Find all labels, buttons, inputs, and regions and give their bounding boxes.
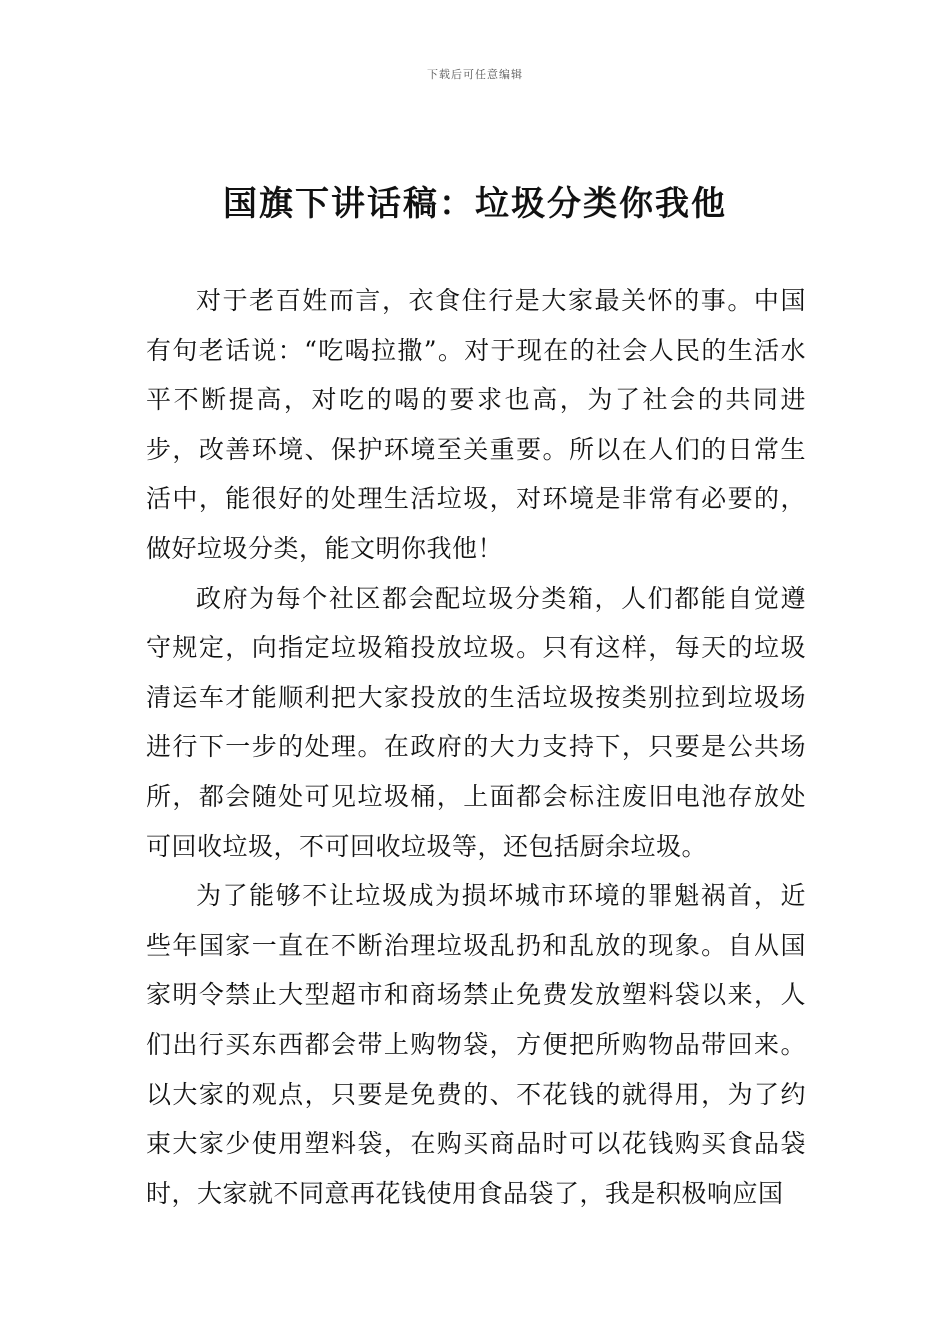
paragraph-3: 为了能够不让垃圾成为损坏城市环境的罪魁祸首，近些年国家一直在不断治理垃圾乱扔和乱放的现象。自从国家明令禁止大型超市和商场禁止免费发放塑料袋以来，人们出行买东西都会带上购物袋，方便把所购物品带回来。以大家的观点，只要是免费的、不花钱的就得用，为了约束大家少使用塑料袋，在购买商品时可以花钱购买食品袋时，大家就不同意再花钱使用食品袋了，我是积极响应国 [146, 881, 806, 1208]
header-note: 下载后可任意编辑 [427, 68, 523, 81]
paragraph-2: 政府为每个社区都会配垃圾分类箱，人们都能自觉遵守规定，向指定垃圾箱投放垃圾。只有这样，每天的垃圾清运车才能顺利把大家投放的生活垃圾按类别拉到垃圾场进行下一步的处理。在政府的大力支持下，只要是公共场所，都会随处可见垃圾桶，上面都会标注废旧电池存放处可回收垃圾，不可回收垃圾等，还包括厨余垃圾。 [146, 583, 806, 861]
page-title: 国旗下讲话稿：垃圾分类你我他 [223, 184, 727, 224]
document-body [146, 276, 806, 1218]
paragraph-1: 对于老百姓而言，衣食住行是大家最关怀的事。中国有句老话说：“吃喝拉撒”。对于现在的社会人民的生活水平不断提高，对吃的喝的要求也高，为了社会的共同进步，改善环境、保护环境至关重要。所以在人们的日常生活中，能很好的处理生活垃圾，对环境是非常有必要的，做好垃圾分类，能文明你我他！ [146, 286, 806, 563]
